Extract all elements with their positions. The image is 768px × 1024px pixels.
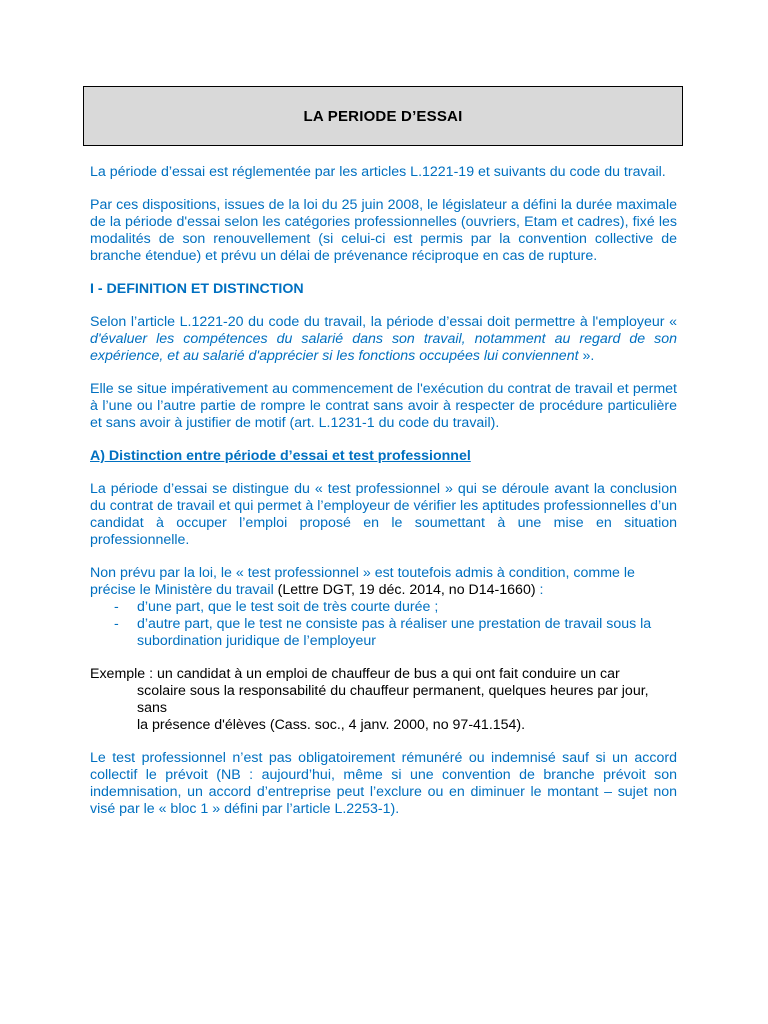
bullet-dash: - (114, 599, 119, 615)
paragraph-non-prevu-colon: : (535, 582, 544, 598)
paragraph-dispositions: Par ces dispositions, issues de la loi du 25 juin 2008, le législateur a défini la durée maximale de la période d'essai selon les catégories professionnelles (ouvriers, Etam et cadres), fixé les modalités de son renouvellement (si celui-ci est permis par la convention collective de branche étendue) et prévu un délai de prévenance réciproque en cas de rupture. (90, 197, 677, 264)
conditions-list (90, 599, 677, 650)
list-item-text: d’autre part, que le test ne consiste pas à réaliser une prestation de travail sous la subordination juridique de l’employeur (137, 616, 652, 649)
paragraph-remuneration: Le test professionnel n’est pas obligatoirement rémunéré ou indemnisé sauf si un accord collectif le prévoit (NB : aujourd’hui, même si une convention de branche prévoit son indemnisation, un accord d’entreprise peut l’exclure ou en diminuer le montant – sujet non visé par le « bloc 1 » défini par l’article L.2253-1). (90, 750, 677, 817)
paragraph-non-prevu-text: Non prévu par la loi, le « test professionnel » est toutefois admis à condition, comme le précise le Ministère du travail (90, 565, 635, 598)
section-heading-definition: I - DEFINITION ET DISTINCTION (90, 281, 304, 297)
title-box (83, 86, 683, 146)
paragraph-intro: La période d’essai est réglementée par les articles L.1221-19 et suivants du code du travail. (90, 164, 666, 180)
list-item-text: d’une part, que le test soit de très courte durée ; (137, 599, 439, 615)
document-body (90, 164, 677, 834)
paragraph-article-intro: Selon l’article L.1221-20 du code du travail, la période d’essai doit permettre à l'employeur « (90, 314, 677, 330)
example-line-2: scolaire sous la responsabilité du chauffeur permanent, quelques heures par jour, sans (137, 683, 649, 716)
paragraph-commencement: Elle se situe impérativement au commencement de l'exécution du contrat de travail et permet à l’une ou l’autre partie de rompre le contrat sans avoir à respecter de procédure particulière et sans avoir à justifier de motif (art. L.1231-1 du code du travail). (90, 381, 677, 431)
paragraph-non-prevu (90, 565, 677, 599)
document-title: LA PERIODE D’ESSAI (303, 107, 463, 125)
subsection-heading-distinction: A) Distinction entre période d’essai et test professionnel (90, 448, 471, 464)
paragraph-article-l1221-20 (90, 314, 677, 365)
paragraph-non-prevu-reference: (Lettre DGT, 19 déc. 2014, no D14-1660) (273, 582, 536, 598)
list-item (90, 599, 677, 616)
bullet-dash: - (114, 616, 119, 632)
paragraph-test-professionnel: La période d’essai se distingue du « test professionnel » qui se déroule avant la conclusion du contrat de travail et qui permet à l’employeur de vérifier les aptitudes professionnelles d’un candidat à occuper l’emploi proposé en le soumettant à une mise en situation professionnelle. (90, 481, 677, 548)
paragraph-example (90, 666, 677, 734)
list-item (90, 616, 677, 650)
paragraph-article-end: ». (578, 348, 595, 364)
example-line-1: Exemple : un candidat à un emploi de chauffeur de bus a qui ont fait conduire un car (90, 666, 620, 682)
paragraph-article-quote: d'évaluer les compétences du salarié dans son travail, notamment au regard de son expérience, et au salarié d'apprécier si les fonctions occupées lui conviennent (90, 331, 677, 364)
example-line-3: la présence d'élèves (Cass. soc., 4 janv. 2000, no 97-41.154). (137, 717, 526, 733)
